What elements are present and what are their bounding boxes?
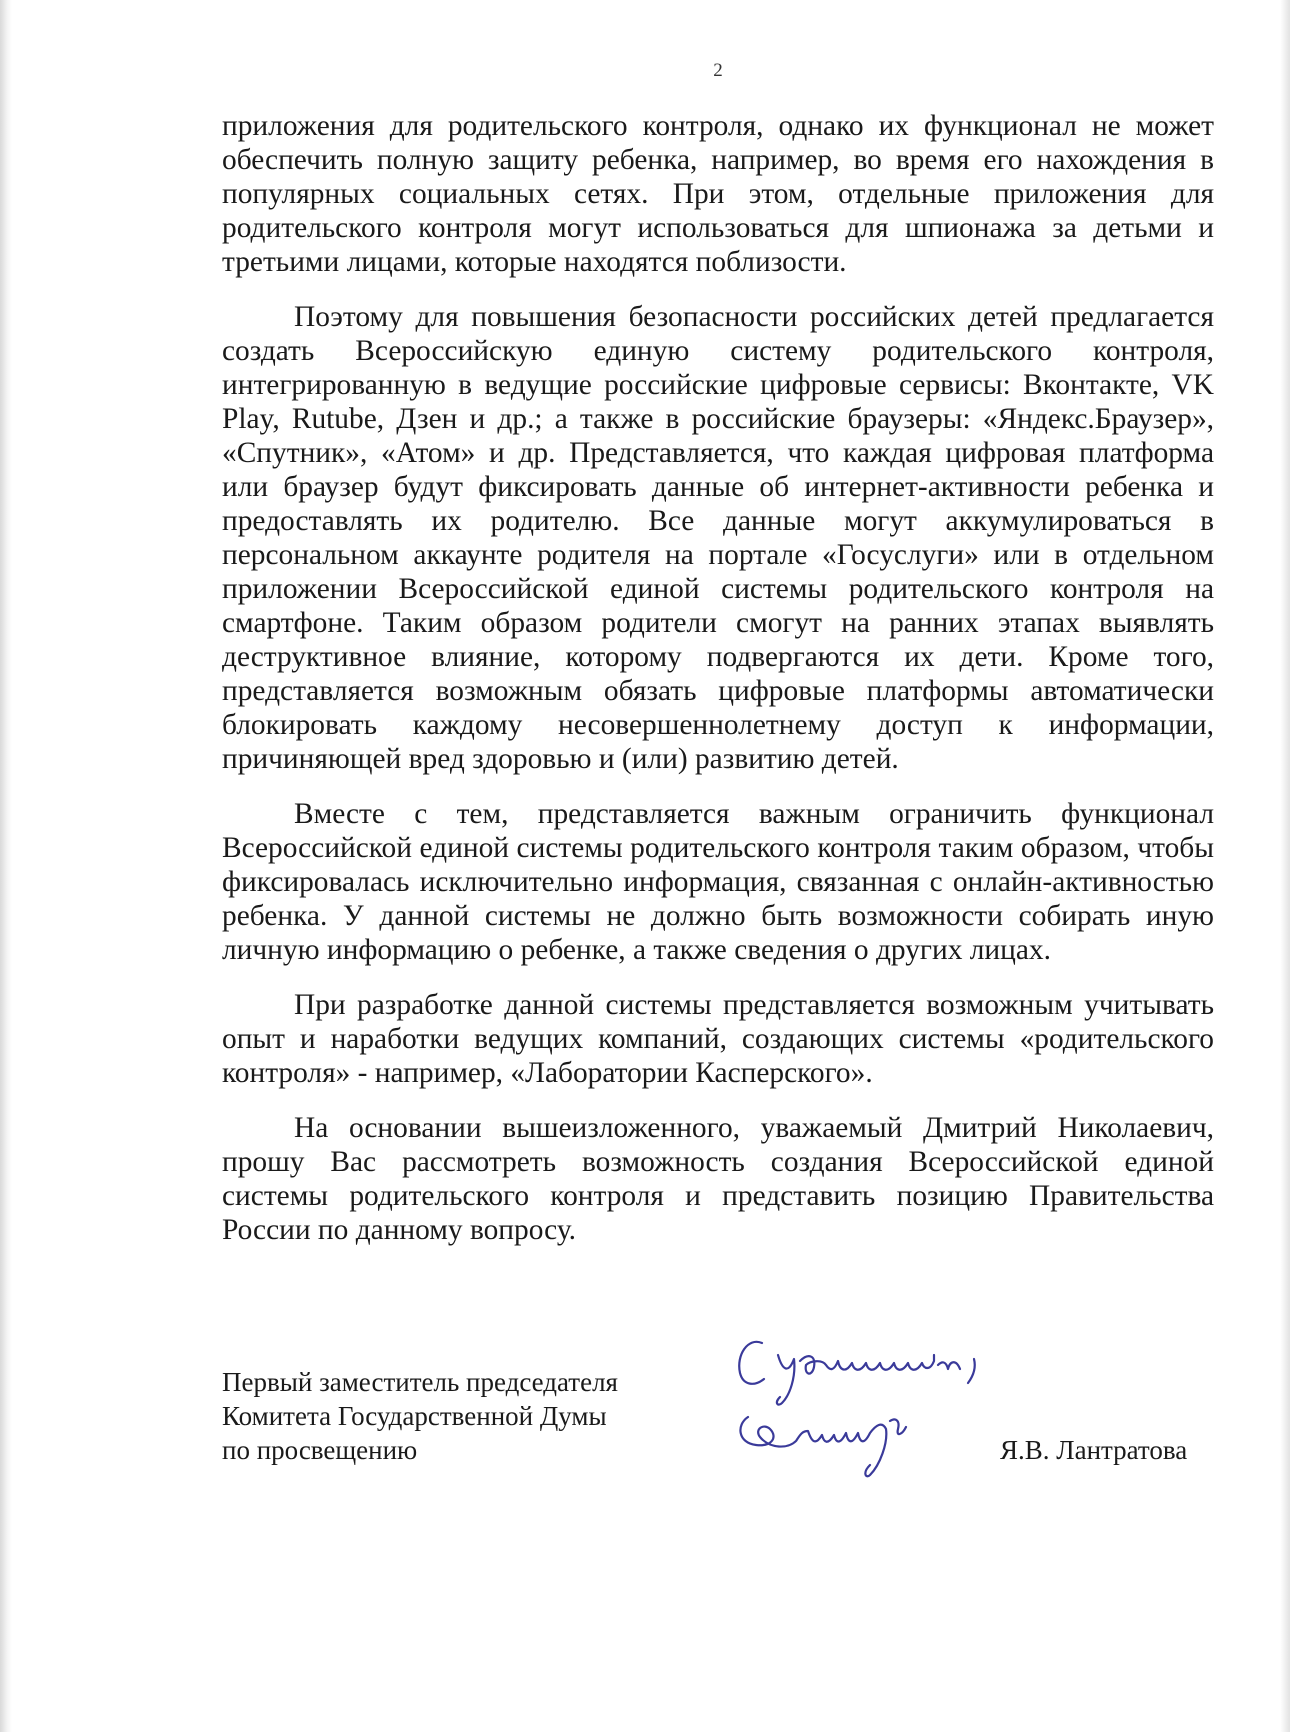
page-number: 2 (713, 60, 723, 81)
signature-stroke-c (739, 1342, 764, 1384)
paragraph-2: Поэтому для повышения безопасности российских детей предлагается создать Всероссийскую единую систему родительского контроля, интегрированную в ведущие российские цифровые сервисы: Вконтакте, VK Play, Rutube, Дзен и др.; а также в российские браузеры: «Яндекс.Браузер», «Спутник», «Атом» и др. Представляется, что каждая цифровая платформа или браузер будут фиксировать данные об интернет-активности ребенка и предоставлять их родителю. Все данные могут аккумулироваться в персональном аккаунте родителя на портале «Госуслуги» или в отдельном приложении Всероссийской единой системы родительского контроля на смартфоне. Таким образом родители смогут на ранних этапах выявлять деструктивное влияние, которому подвергаются их дети. Кроме того, представляется возможным обязать цифровые платформы автоматически блокировать каждому несовершеннолетнему доступ к информации, причиняющей вред здоровью и (или) развитию детей. (222, 301, 1214, 775)
page-left-shadow (0, 0, 12, 1732)
paragraph-1: приложения для родительского контроля, однако их функционал не может обеспечить полную защиту ребенка, например, во время его нахождения в популярных социальных сетях. При этом, отдельные приложения для родительского контроля могут использоваться для шпионажа за детьми и третьими лицами, которые находятся поблизости. (222, 110, 1214, 278)
page-right-shadow (1280, 0, 1290, 1732)
letter-body (222, 109, 1214, 1268)
paragraph-3: Вместе с тем, представляется важным ограничить функционал Всероссийской единой системы родительского контроля таким образом, чтобы фиксировалась исключительно информация, связанная с онлайн-активностью ребенка. У данной системы не должно быть возможности собирать иную личную информацию о ребенке, а также сведения о других лицах. (222, 798, 1214, 966)
signature-stroke-word (777, 1355, 960, 1405)
signature-stroke-tail (890, 1419, 906, 1434)
paragraph-5: На основании вышеизложенного, уважаемый Дмитрий Николаевич, прошу Вас рассмотреть возможность создания Всероссийской единой системы родительского контроля и представить позицию Правительства России по данному вопросу. (222, 1112, 1214, 1246)
handwritten-signature (730, 1325, 1030, 1495)
signature-stroke-loop (740, 1417, 886, 1476)
signer-position-line-3: по просвещению (222, 1435, 418, 1465)
signer-name: Я.В. Лантратова (1000, 1435, 1188, 1465)
signer-position (222, 1365, 618, 1467)
paragraph-4: При разработке данной системы представляется возможным учитывать опыт и наработки ведущих компаний, создающих системы «родительского контроля» - например, «Лаборатории Касперского». (222, 989, 1214, 1089)
signer-position-line-1: Первый заместитель председателя (222, 1367, 618, 1397)
signature-stroke-comma (968, 1359, 975, 1383)
signer-position-line-2: Комитета Государственной Думы (222, 1401, 607, 1431)
